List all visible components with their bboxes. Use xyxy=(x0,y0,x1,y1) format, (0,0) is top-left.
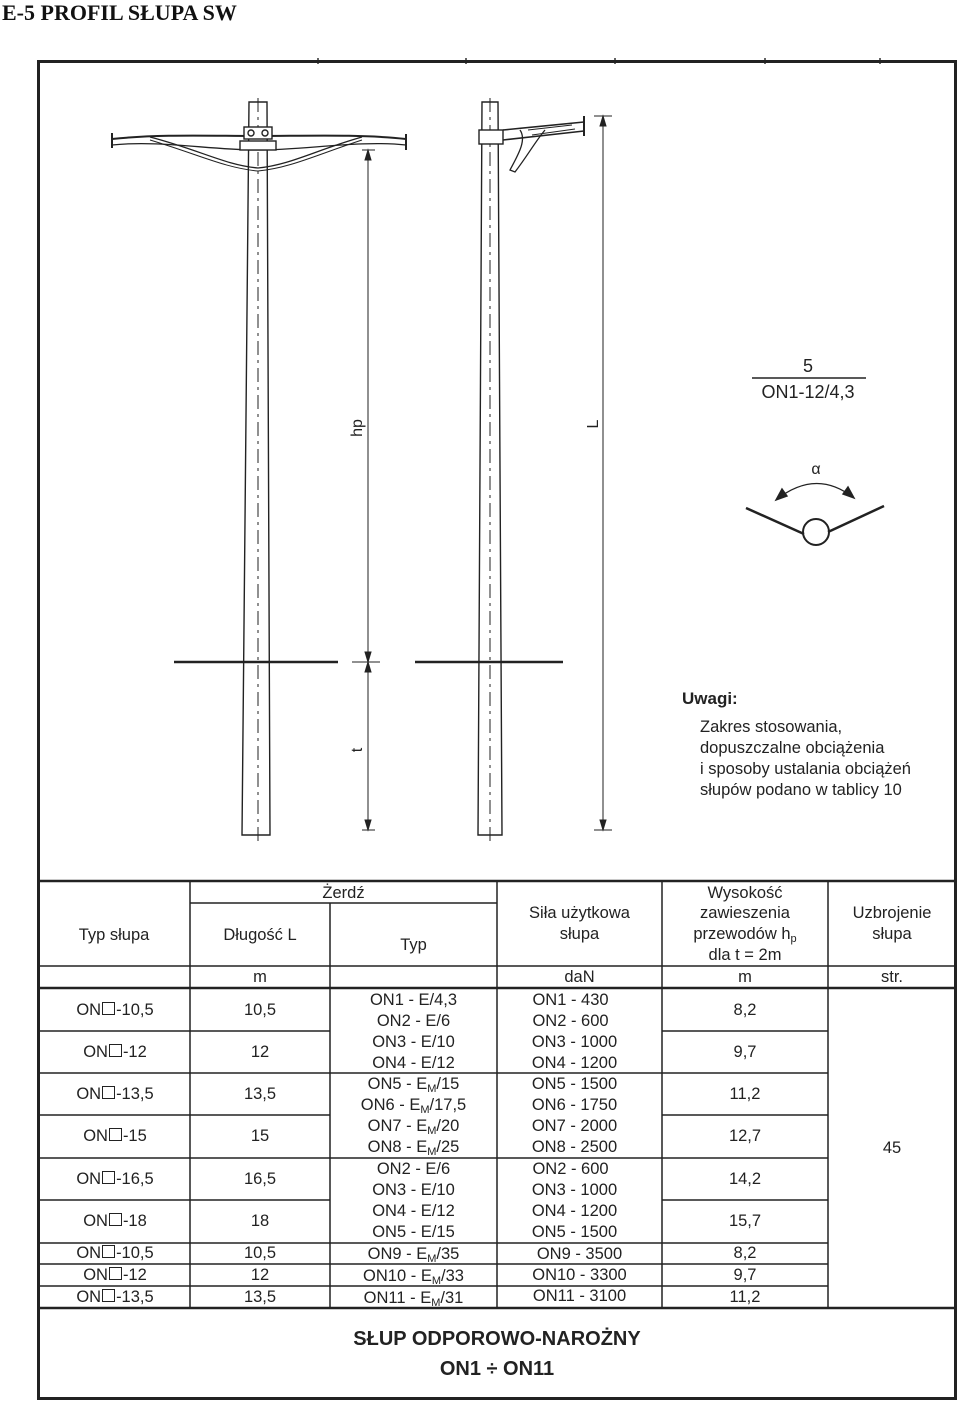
notes-line: i sposoby ustalania obciążeń xyxy=(700,760,911,778)
notes-line: dopuszczalne obciążenia xyxy=(700,739,885,757)
left-pole xyxy=(112,98,406,842)
row-length: 12 xyxy=(250,1266,270,1284)
footer-subtitle: ON1 ÷ ON11 xyxy=(439,1358,555,1380)
typ-line: ON2 - E/6 xyxy=(376,1012,451,1030)
type-suffix: -15 xyxy=(122,1127,147,1145)
row-length: 13,5 xyxy=(243,1288,277,1306)
force-line: ON4 - 1200 xyxy=(531,1202,618,1220)
typ-line: $ON11 - E_M/31$ xyxy=(363,1289,464,1309)
dimension-hp-t xyxy=(352,150,380,830)
header-height-4: dla t = 2m xyxy=(708,946,782,964)
header-type: Typ słupa xyxy=(78,926,150,944)
type-suffix: -13,5 xyxy=(116,1288,154,1306)
type-suffix: -16,5 xyxy=(116,1170,154,1188)
badge-number: 5 xyxy=(802,356,814,376)
row-length: 10,5 xyxy=(243,1001,277,1019)
type-prefix: ON xyxy=(83,1043,108,1061)
header-height-3-text: przewodów h xyxy=(693,925,791,943)
right-pole xyxy=(415,98,584,842)
force-line: ON1 - 430 xyxy=(532,991,609,1009)
row-length: 10,5 xyxy=(243,1244,277,1262)
square-symbol-icon xyxy=(109,1044,122,1057)
force-line: ON3 - 1000 xyxy=(531,1033,618,1051)
force-line: ON7 - 2000 xyxy=(531,1117,618,1135)
square-symbol-icon xyxy=(109,1128,122,1141)
force-line: ON8 - 2500 xyxy=(531,1138,618,1156)
row-height: 8,2 xyxy=(733,1244,757,1262)
force-line: ON4 - 1200 xyxy=(531,1054,618,1072)
typ-line: ON2 - E/6 xyxy=(376,1160,451,1178)
unit-arming: str. xyxy=(880,968,903,986)
typ-line: ON5 - E/15 xyxy=(372,1223,455,1241)
force-line: ON10 - 3300 xyxy=(532,1266,627,1284)
row-type xyxy=(40,1169,190,1189)
row-height: 15,7 xyxy=(728,1212,762,1230)
unit-force: daN xyxy=(564,968,595,986)
row-height: 9,7 xyxy=(733,1043,757,1061)
type-suffix: -18 xyxy=(122,1212,147,1230)
square-symbol-icon xyxy=(109,1267,122,1280)
row-height: 8,2 xyxy=(733,1001,757,1019)
force-line: ON11 - 3100 xyxy=(532,1287,627,1305)
header-height-1: Wysokość xyxy=(707,884,783,902)
header-length: Długość L xyxy=(223,926,297,944)
square-symbol-icon xyxy=(109,1213,122,1226)
header-typ: Typ xyxy=(400,936,427,954)
label-t: t xyxy=(349,747,366,753)
typ-line: ON3 - E/10 xyxy=(372,1033,455,1051)
dimension-L xyxy=(594,116,612,830)
unit-length: m xyxy=(253,968,267,986)
type-prefix: ON xyxy=(83,1266,108,1284)
force-line: ON6 - 1750 xyxy=(531,1096,618,1114)
row-type xyxy=(40,1042,190,1062)
row-type xyxy=(40,1000,190,1020)
square-symbol-icon xyxy=(102,1002,115,1015)
row-height: 9,7 xyxy=(733,1266,757,1284)
typ-line: $ON7 - E_M/20$ xyxy=(367,1117,460,1137)
typ-line: $ON10 - E_M/33$ xyxy=(363,1267,464,1287)
angle-diagram xyxy=(746,483,884,545)
row-length: 13,5 xyxy=(243,1085,277,1103)
typ-line: ON1 - E/4,3 xyxy=(369,991,458,1009)
force-line: ON5 - 1500 xyxy=(531,1223,618,1241)
header-arming-2: słupa xyxy=(872,925,912,943)
notes-heading: Uwagi: xyxy=(682,689,738,708)
header-height-2: zawieszenia xyxy=(700,904,790,922)
header-force-1: Siła użytkowa xyxy=(529,904,630,922)
header-zerdz: Żerdź xyxy=(322,884,365,902)
row-height: 11,2 xyxy=(729,1085,761,1103)
force-line: ON3 - 1000 xyxy=(531,1181,618,1199)
type-prefix: ON xyxy=(83,1212,108,1230)
typ-line: $ON6 - E_M/17,5$ xyxy=(360,1096,467,1116)
type-suffix: -13,5 xyxy=(116,1085,154,1103)
type-prefix: ON xyxy=(76,1170,102,1188)
type-prefix: ON xyxy=(76,1085,102,1103)
row-type xyxy=(40,1211,190,1231)
force-line: ON5 - 1500 xyxy=(531,1075,618,1093)
type-prefix: ON xyxy=(76,1001,102,1019)
row-length: 18 xyxy=(250,1212,270,1230)
typ-line: ON3 - E/10 xyxy=(372,1181,455,1199)
force-line: ON2 - 600 xyxy=(532,1012,609,1030)
square-symbol-icon xyxy=(102,1086,115,1099)
footer-title: SŁUP ODPOROWO-NAROŻNY xyxy=(353,1328,641,1350)
square-symbol-icon xyxy=(102,1245,115,1258)
notes xyxy=(682,688,952,801)
typ-line: ON4 - E/12 xyxy=(372,1202,455,1220)
type-suffix: -10,5 xyxy=(116,1244,154,1262)
typ-line: $ON5 - E_M/15$ xyxy=(367,1075,460,1095)
alpha-symbol: α xyxy=(811,461,821,478)
header-arming-1: Uzbrojenie xyxy=(852,904,932,922)
label-hp: hp xyxy=(349,419,366,437)
type-suffix: -12 xyxy=(122,1043,147,1061)
typ-line: $ON8 - E_M/25$ xyxy=(367,1138,460,1158)
type-prefix: ON xyxy=(76,1244,102,1262)
type-suffix: -12 xyxy=(122,1266,147,1284)
row-height: 14,2 xyxy=(728,1170,762,1188)
row-height: 11,2 xyxy=(729,1288,761,1306)
square-symbol-icon xyxy=(102,1289,115,1302)
header-force-2: słupa xyxy=(559,925,600,943)
row-type xyxy=(40,1084,190,1104)
row-type xyxy=(40,1243,190,1263)
notes-line: słupów podano w tablicy 10 xyxy=(700,781,902,799)
force-line: ON2 - 600 xyxy=(532,1160,609,1178)
typ-line: ON4 - E/12 xyxy=(372,1054,455,1072)
row-length: 16,5 xyxy=(243,1170,277,1188)
type-suffix: -10,5 xyxy=(116,1001,154,1019)
header-height-sub: p xyxy=(790,933,797,945)
force-line: ON9 - 3500 xyxy=(536,1245,623,1263)
row-type xyxy=(40,1287,190,1307)
notes-line: Zakres stosowania, xyxy=(700,718,843,736)
row-type xyxy=(40,1265,190,1285)
unit-height: m xyxy=(738,968,752,986)
row-type xyxy=(40,1126,190,1146)
label-L: L xyxy=(585,419,602,429)
arming-value: 45 xyxy=(882,1139,902,1157)
square-symbol-icon xyxy=(102,1171,115,1184)
page-title: E-5 PROFIL SŁUPA SW xyxy=(2,0,237,25)
row-height: 12,7 xyxy=(728,1127,762,1145)
row-length: 15 xyxy=(250,1127,270,1145)
row-length: 12 xyxy=(250,1043,270,1061)
badge-code: ON1-12/4,3 xyxy=(761,382,855,402)
typ-line: $ON9 - E_M/35$ xyxy=(367,1245,460,1265)
type-prefix: ON xyxy=(83,1127,108,1145)
type-prefix: ON xyxy=(76,1288,102,1306)
